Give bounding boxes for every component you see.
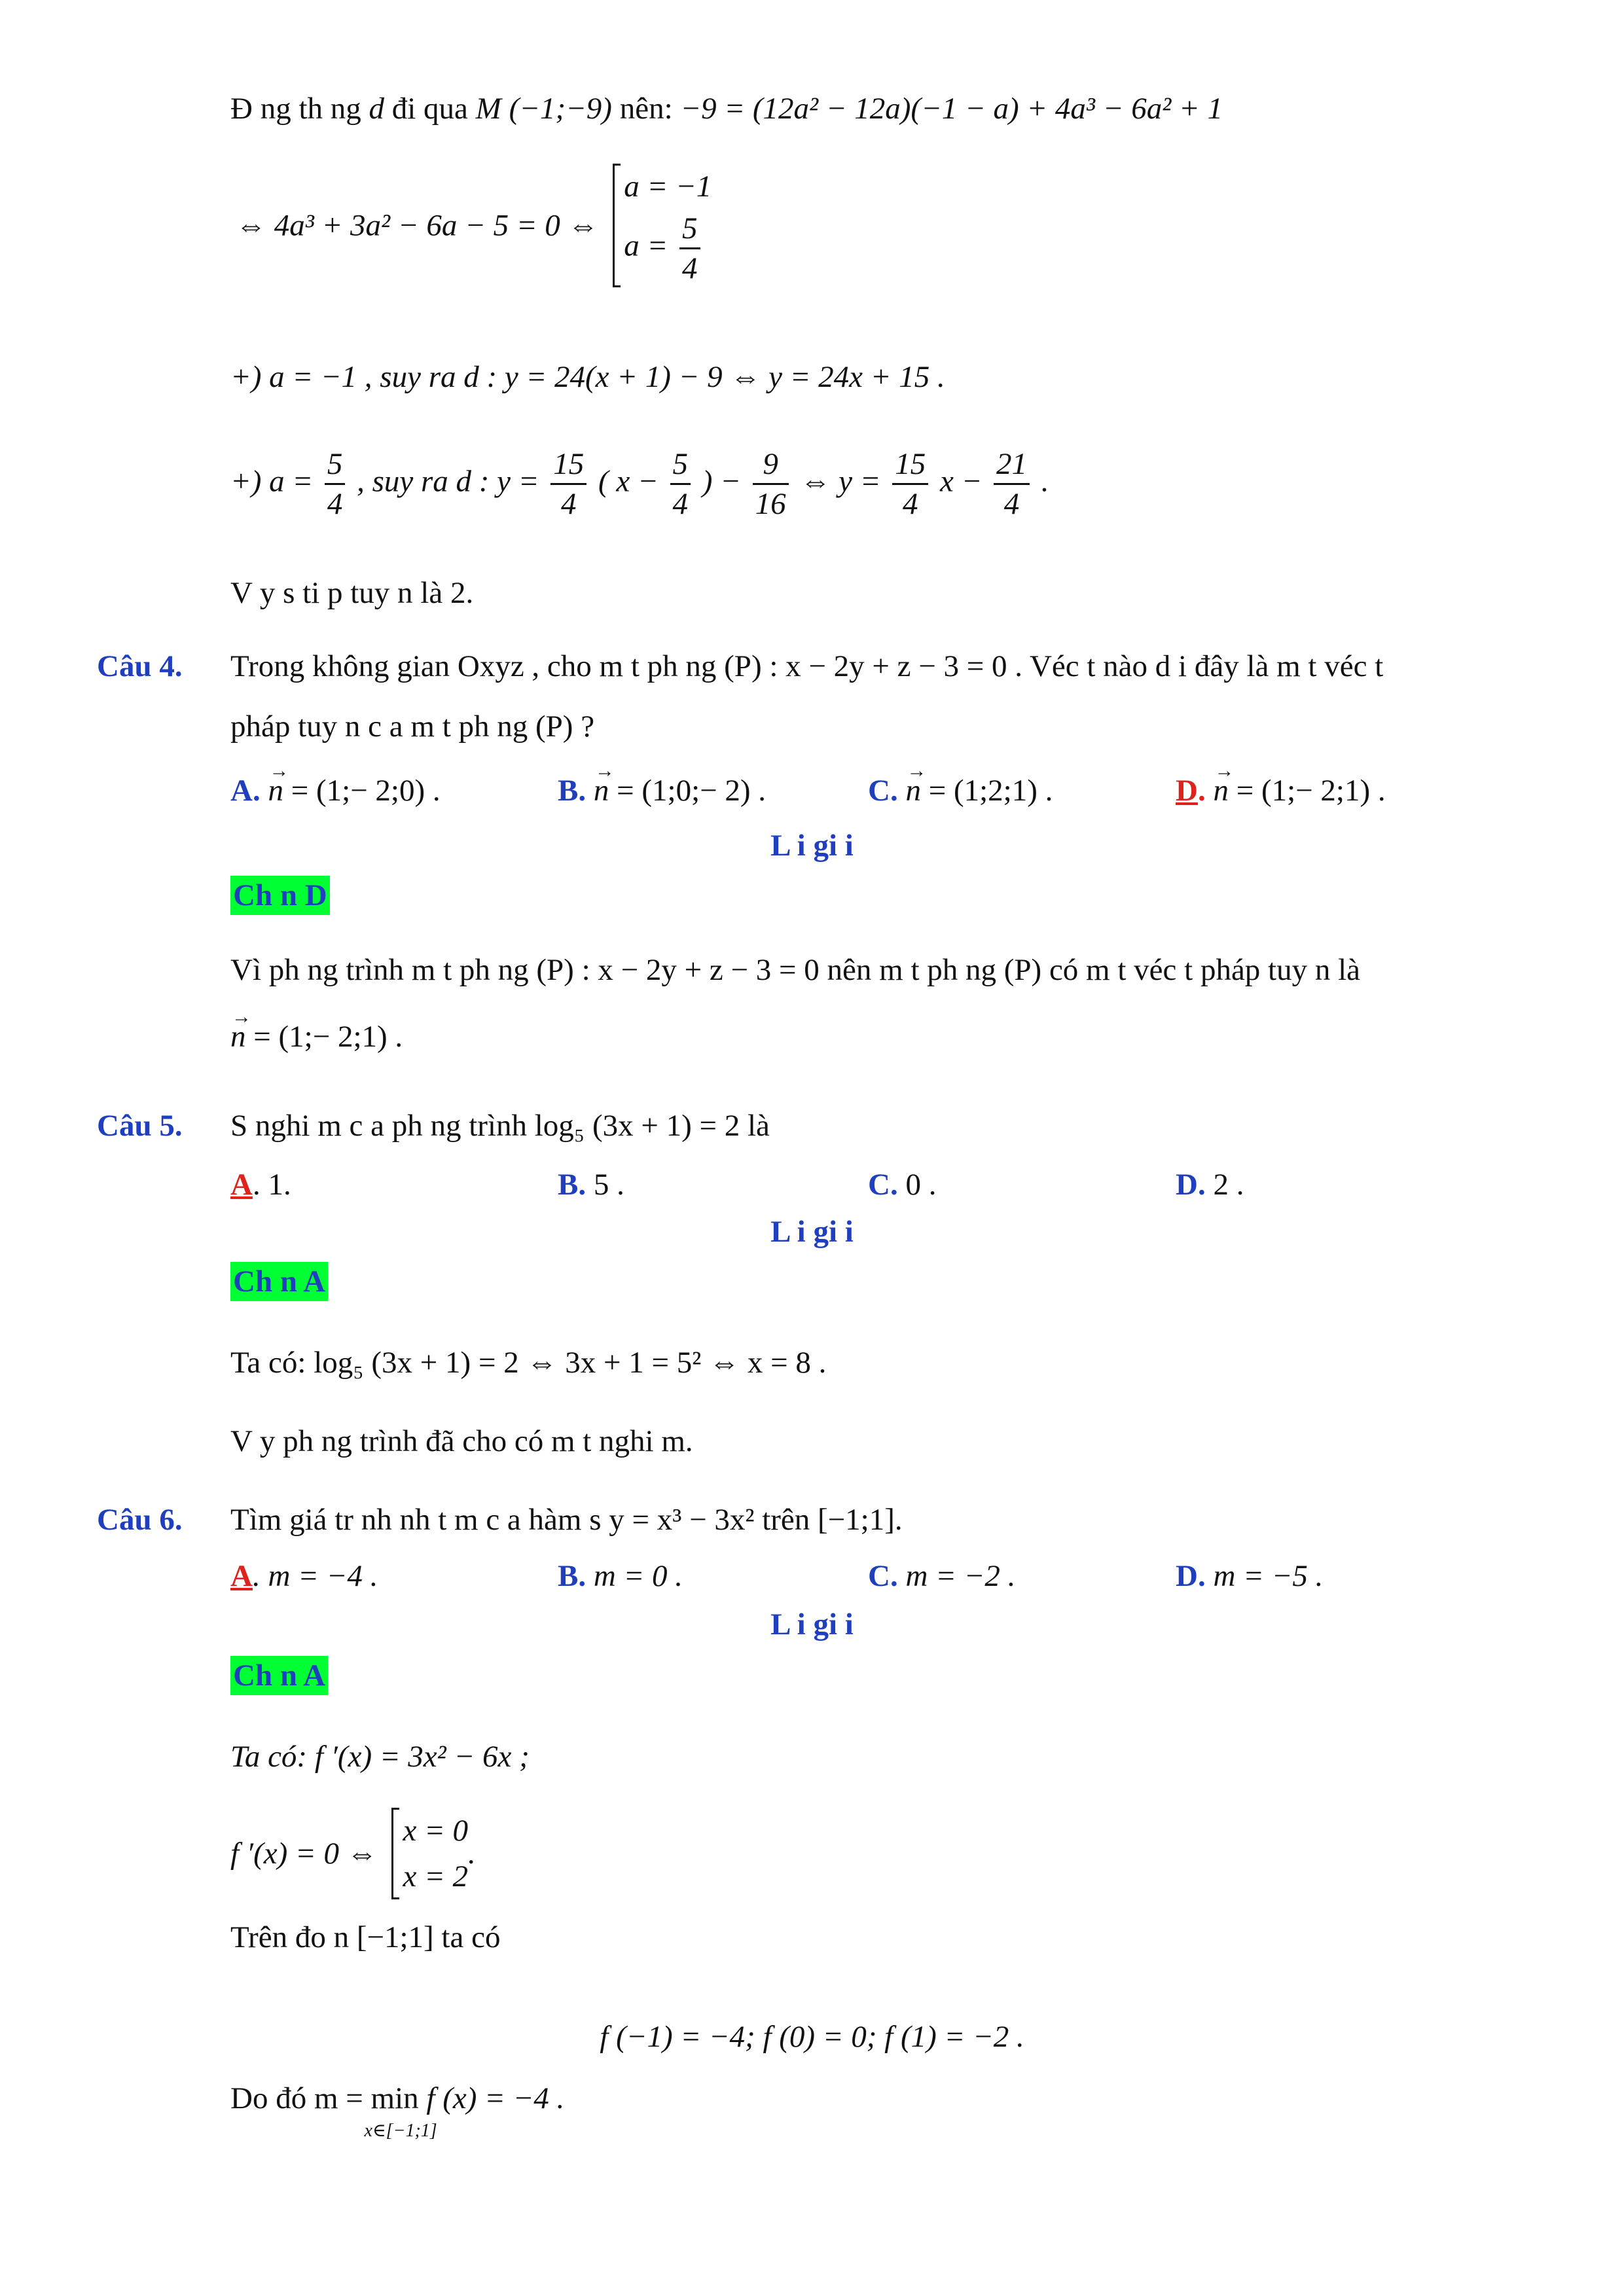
q4-label: Câu 4. bbox=[97, 649, 183, 683]
frac-den: 4 bbox=[679, 247, 700, 287]
frac-num: 15 bbox=[895, 447, 926, 481]
q6-label: Câu 6. bbox=[97, 1503, 183, 1537]
option-text: = (1;2;1) . bbox=[920, 774, 1053, 808]
q3-point-M: M (−1;−9) bbox=[475, 92, 612, 126]
q3-sys-row2 bbox=[624, 209, 712, 287]
q6-conclusion-prefix: Do đó m = bbox=[230, 2081, 371, 2115]
option-letter: A. bbox=[230, 774, 261, 808]
q3-sys-row2-prefix: a = bbox=[624, 228, 668, 263]
q3-case2-paren-open: ( x − bbox=[598, 464, 659, 499]
frac-num: 15 bbox=[553, 447, 585, 481]
q3-text: Đ ng th ng bbox=[230, 92, 369, 126]
frac-den: 4 bbox=[892, 483, 928, 523]
q4-solution-line1: Vì ph ng trình m t ph ng (P) : x − 2y + z − 3 = 0 nên m t ph ng (P) có m t véc t pháp tuy n là bbox=[230, 953, 1361, 987]
q3-text: nên: bbox=[611, 92, 681, 126]
frac-den: 4 bbox=[550, 483, 586, 523]
q4-stem-line1: Trong không gian Oxyz , cho m t ph ng (P) : x − 2y + z − 3 = 0 . Véc t nào d i đây là m t véc t bbox=[230, 649, 1384, 683]
q3-cubic-equation bbox=[236, 164, 712, 287]
q4-option-b[interactable] bbox=[558, 771, 766, 810]
q3-case2-iff: ⇔ y = bbox=[800, 464, 881, 499]
q5-loigiai-heading: L i gi i bbox=[770, 1215, 854, 1249]
q6-answer-badge: Ch n A bbox=[230, 1656, 328, 1695]
q3-conclusion: V y s ti p tuy n là 2. bbox=[230, 576, 474, 610]
q6-critical-end: . bbox=[468, 1837, 476, 1871]
option-letter: D. bbox=[1176, 1168, 1206, 1202]
q4-answer-badge: Ch n D bbox=[230, 876, 330, 915]
q6-sys-row2: x = 2 bbox=[403, 1859, 469, 1893]
q5-option-d[interactable] bbox=[1176, 1165, 1244, 1204]
q3-case2-frac3 bbox=[753, 445, 789, 523]
option-text: . 1. bbox=[252, 1168, 291, 1202]
q4-solution-line2 bbox=[230, 1017, 403, 1056]
q6-solution-derivative: Ta có: f ′(x) = 3x² − 6x ; bbox=[230, 1740, 530, 1774]
q6-critical-system bbox=[391, 1808, 468, 1899]
frac-den: 4 bbox=[994, 483, 1030, 523]
q6-solution-conclusion bbox=[230, 2079, 565, 2141]
q6-min-subscript: x∈[−1;1] bbox=[364, 2121, 437, 2141]
q4-loigiai-heading: L i gi i bbox=[770, 829, 854, 863]
option-text: m = −2 . bbox=[897, 1559, 1016, 1593]
frac-den: 4 bbox=[325, 483, 346, 523]
option-letter: B. bbox=[558, 774, 586, 808]
vector-n: → n bbox=[230, 1017, 246, 1056]
option-letter-correct: A bbox=[230, 1559, 253, 1593]
q6-critical-prefix: f ′(x) = 0 ⇔ bbox=[230, 1837, 378, 1871]
q6-option-c[interactable] bbox=[868, 1556, 1015, 1596]
q5-label: Câu 5. bbox=[97, 1109, 183, 1143]
q3-case2-end: . bbox=[1041, 464, 1049, 499]
q6-option-a[interactable] bbox=[230, 1556, 378, 1596]
q3-case1: +) a = −1 , suy ra d : y = 24(x + 1) − 9 ⇔ y = 24x + 15 . bbox=[230, 360, 945, 394]
q5-option-c[interactable] bbox=[868, 1165, 936, 1204]
q3-d: d bbox=[369, 92, 384, 126]
frac-num: 5 bbox=[327, 447, 343, 481]
q5-solution-line2: V y ph ng trình đã cho có m t nghi m. bbox=[230, 1424, 693, 1458]
option-text: 2 . bbox=[1205, 1168, 1244, 1202]
option-text: 0 . bbox=[897, 1168, 937, 1202]
option-letter: C. bbox=[868, 1168, 898, 1202]
q3-case2-mid: , suy ra d : y = bbox=[357, 464, 539, 499]
q3-equation: −9 = (12a² − 12a)(−1 − a) + 4a³ − 6a² + 1 bbox=[680, 92, 1223, 126]
frac-den: 16 bbox=[753, 483, 789, 523]
option-letter-correct: D bbox=[1176, 774, 1198, 808]
option-text: m = 0 . bbox=[586, 1559, 683, 1593]
q6-solution-critical bbox=[230, 1808, 476, 1899]
option-letter: D. bbox=[1176, 1559, 1206, 1593]
q5-option-a[interactable] bbox=[230, 1165, 291, 1204]
option-letter: B. bbox=[558, 1168, 586, 1202]
q6-conclusion-suffix: f (x) = −4 . bbox=[418, 2081, 565, 2115]
frac-num: 21 bbox=[996, 447, 1028, 481]
q3-case2-frac4 bbox=[892, 445, 928, 523]
vector-n: → n bbox=[268, 771, 283, 810]
q6-solution-interval: Trên đo n [−1;1] ta có bbox=[230, 1920, 501, 1954]
q3-case2-prefix: +) a = bbox=[230, 464, 314, 499]
q5-solution-line1: Ta có: log₅ (3x + 1) = 2 ⇔ 3x + 1 = 5² ⇔ x = 8 . bbox=[230, 1346, 827, 1380]
q6-stem: Tìm giá tr nh nh t m c a hàm s y = x³ − 3x² trên [−1;1]. bbox=[230, 1503, 903, 1537]
frac-num: 5 bbox=[682, 211, 698, 245]
q3-case2-frac1 bbox=[550, 445, 586, 523]
q3-case2-frac2 bbox=[670, 445, 691, 523]
q3-case2 bbox=[230, 445, 1049, 523]
vector-n: → n bbox=[1213, 771, 1229, 810]
q5-answer-badge: Ch n A bbox=[230, 1262, 328, 1301]
q4-solution-vector: = (1;− 2;1) . bbox=[245, 1020, 403, 1054]
q3-sys-fraction bbox=[679, 209, 700, 287]
option-text: = (1;− 2;1) . bbox=[1228, 774, 1386, 808]
option-letter-correct: A bbox=[230, 1168, 253, 1202]
option-letter: B. bbox=[558, 1559, 586, 1593]
q3-case2-frac5 bbox=[994, 445, 1030, 523]
q3-solution-system bbox=[613, 164, 712, 287]
frac-num: 5 bbox=[672, 447, 688, 481]
q6-option-b[interactable] bbox=[558, 1556, 683, 1596]
q3-sys-row1: a = −1 bbox=[624, 170, 712, 204]
q6-loigiai-heading: L i gi i bbox=[770, 1607, 854, 1641]
q6-solution-values: f (−1) = −4; f (0) = 0; f (1) = −2 . bbox=[600, 2020, 1024, 2054]
q3-text: đi qua bbox=[384, 92, 476, 126]
vector-n: → n bbox=[905, 771, 921, 810]
option-letter: C. bbox=[868, 1559, 898, 1593]
option-text: 5 . bbox=[586, 1168, 624, 1202]
vector-n: → n bbox=[594, 771, 609, 810]
q3-case2-x: x − bbox=[939, 464, 983, 499]
q4-option-a[interactable] bbox=[230, 771, 441, 810]
q5-stem: S nghi m c a ph ng trình log₅ (3x + 1) = 2 là bbox=[230, 1109, 770, 1143]
option-text: = (1;0;− 2) . bbox=[609, 774, 767, 808]
q5-option-b[interactable] bbox=[558, 1165, 624, 1204]
q4-stem-line2: pháp tuy n c a m t ph ng (P) ? bbox=[230, 709, 595, 744]
q3-case2-paren-close: ) − bbox=[702, 464, 741, 499]
frac-num: 9 bbox=[763, 447, 778, 481]
q6-min-text: min bbox=[370, 2081, 419, 2115]
q3-cubic: ⇔ 4a³ + 3a² − 6a − 5 = 0 ⇔ bbox=[236, 208, 599, 243]
option-text: m = −5 . bbox=[1205, 1559, 1324, 1593]
q3-line-through-M bbox=[230, 89, 1223, 128]
option-text: . m = −4 . bbox=[252, 1559, 378, 1593]
q4-option-c[interactable] bbox=[868, 771, 1053, 810]
q6-sys-row1: x = 0 bbox=[403, 1814, 469, 1848]
q3-case2-frac-a bbox=[325, 445, 346, 523]
option-text: = (1;− 2;0) . bbox=[283, 774, 441, 808]
frac-den: 4 bbox=[670, 483, 691, 523]
q6-min-operator bbox=[364, 2079, 437, 2141]
q4-option-d[interactable]: D. → n = (1;− 2;1) . bbox=[1176, 771, 1386, 810]
q6-option-d[interactable] bbox=[1176, 1556, 1323, 1596]
option-letter: C. bbox=[868, 774, 898, 808]
